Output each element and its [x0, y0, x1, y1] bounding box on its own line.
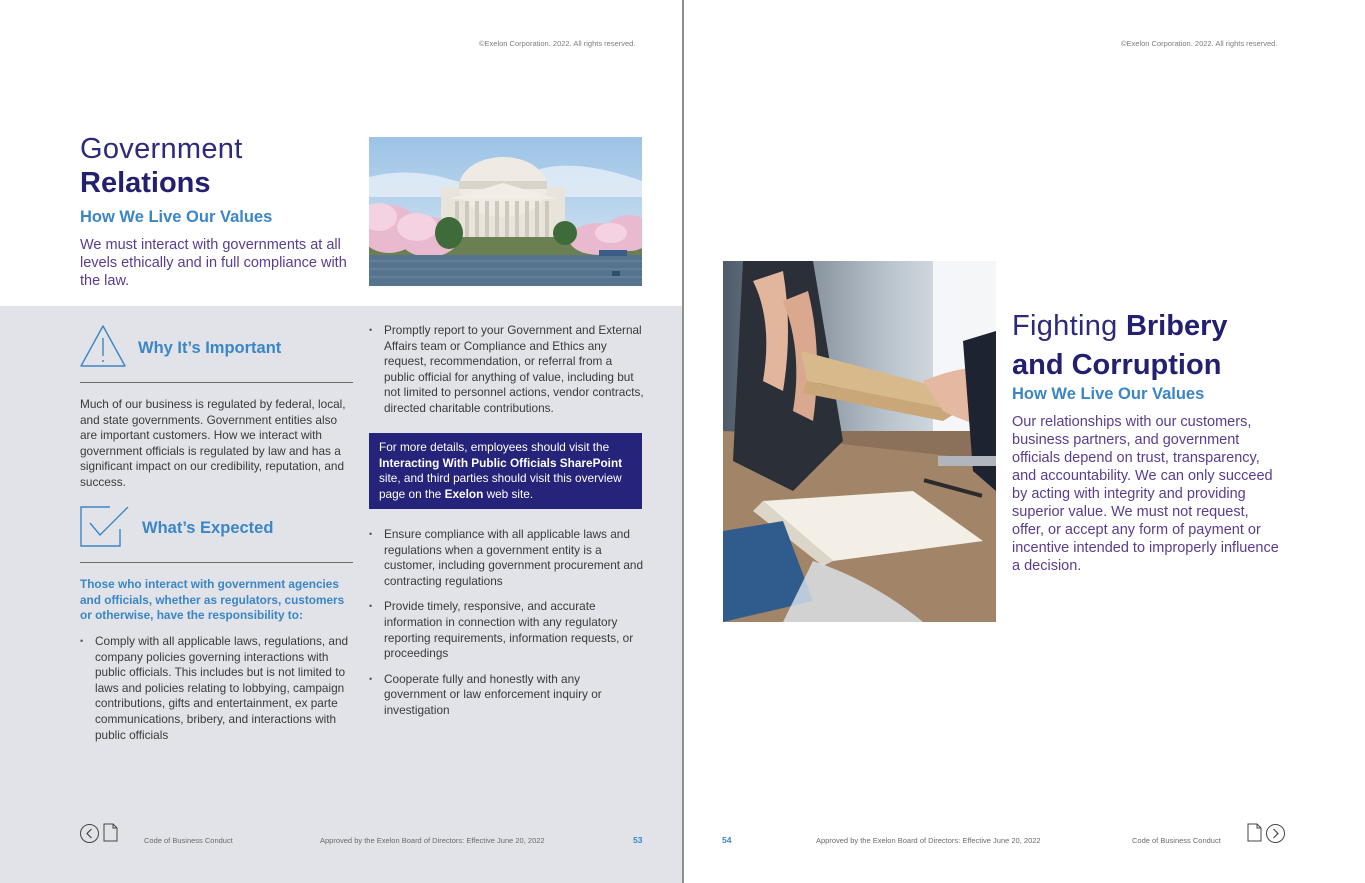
footer-doc-title: Code of Business Conduct [144, 836, 233, 845]
sharepoint-link[interactable]: Interacting With Public Officials SharePoint [379, 455, 623, 470]
prev-page-button[interactable] [80, 824, 99, 843]
expected-list-left [80, 634, 355, 753]
expected-list-right-top [369, 323, 644, 427]
expected-list-right-bottom [369, 527, 644, 729]
warning-triangle-icon [80, 324, 126, 373]
exelon-link[interactable]: Exelon [444, 486, 484, 501]
page-number: 53 [633, 835, 643, 845]
left-page [0, 0, 682, 883]
why-section-heading [80, 324, 281, 373]
values-heading: How We Live Our Values [80, 208, 273, 226]
footer-approval: Approved by the Exelon Board of Directors: Effective June 20, 2022 [816, 836, 1041, 845]
title-light: Fighting [1012, 310, 1126, 342]
expected-intro-text: Those who interact with government agencies and officials, whether as regulators, customers or otherwise, have the responsibility to: [80, 577, 345, 623]
divider-rule [80, 382, 353, 383]
why-heading: Why It’s Important [138, 339, 282, 357]
info-callout-box [369, 433, 642, 509]
intro-text: Our relationships with our customers, business partners, and government officials depend on trust, transparency, and accountability. We can only succeed by acting with integrity and providing superior value. We must not request, offer, or accept any form of payment or incentive intended to improperly influence a decision. [1012, 414, 1279, 574]
bribery-photo [723, 261, 996, 622]
values-heading: How We Live Our Values [1012, 385, 1205, 403]
list-item: • Promptly report to your Government and External Affairs team or Compliance and Ethics any request, recommendation, or referral from a public official for anything of value, including but not limited to personnel actions, vendor contracts, directed charitable contributions. [369, 323, 644, 417]
next-page-button[interactable] [1266, 824, 1285, 843]
why-body-text: Much of our business is regulated by federal, local, and state governments. Government entities also are important customers. How we interact with government officials is regulated by law and has a significant impact on our credibility, reputation, and success. [80, 397, 346, 489]
footer-approval: Approved by the Exelon Board of Directors: Effective June 20, 2022 [320, 836, 545, 845]
list-item: • Cooperate fully and honestly with any government or law enforcement inquiry or investigation [369, 672, 644, 719]
copyright-notice: ©Exelon Corporation. 2022. All rights reserved. [1121, 39, 1278, 48]
copyright-notice: ©Exelon Corporation. 2022. All rights reserved. [479, 39, 636, 48]
expected-section-heading [80, 505, 273, 552]
divider-rule [80, 562, 353, 563]
page-title [80, 132, 243, 200]
chevron-left-icon [85, 828, 94, 839]
checkbox-icon [80, 505, 130, 552]
title-bold-line2: and Corruption [1012, 349, 1222, 381]
footer-doc-title: Code of Business Conduct [1132, 836, 1221, 845]
document-icon[interactable] [1247, 823, 1262, 842]
page-title [1012, 309, 1227, 382]
expected-heading: What’s Expected [142, 519, 274, 537]
title-bold: Relations [80, 167, 211, 199]
chevron-right-icon [1271, 828, 1280, 839]
info-text: site, and third parties should visit this overview page on the [379, 471, 622, 501]
intro-text: We must interact with governments at all levels ethically and in full compliance with the law. [80, 237, 347, 289]
right-page [684, 0, 1365, 883]
memorial-photo [369, 137, 642, 286]
title-bold: Bribery [1125, 310, 1228, 342]
info-text: For more details, employees should visit the [379, 440, 610, 454]
list-item: • Ensure compliance with all applicable laws and regulations when a government entity is a customer, including government procurement and contracting regulations [369, 527, 644, 589]
list-item: • Provide timely, responsive, and accurate information in connection with any regulatory reporting requirements, information requests, or proceedings [369, 599, 644, 661]
list-item: • Comply with all applicable laws, regulations, and company policies governing interactions with public officials. This includes but is not limited to laws and policies relating to lobbying, campaign contributions, gifts and entertainment, ex parte communications, bribery, and interactions with public officials [80, 634, 355, 743]
title-light: Government [80, 133, 243, 165]
info-text: web site. [483, 486, 534, 501]
page-number: 54 [722, 835, 732, 845]
document-icon[interactable] [103, 823, 118, 842]
